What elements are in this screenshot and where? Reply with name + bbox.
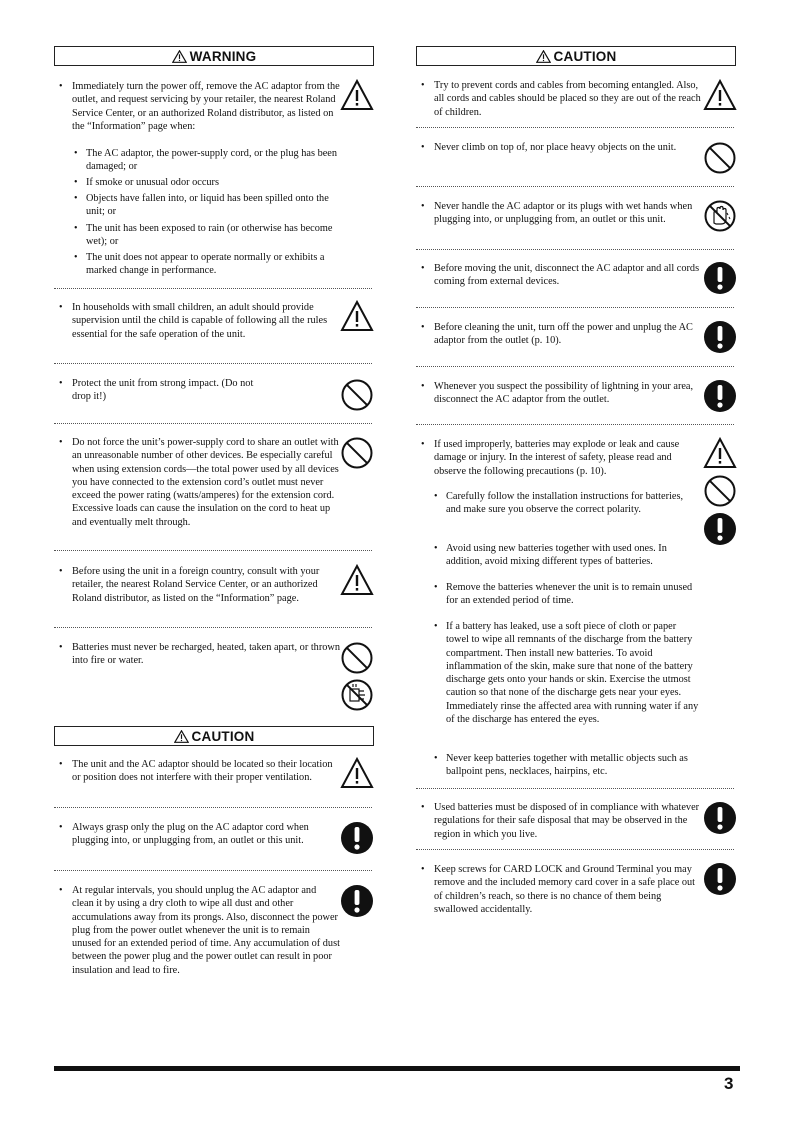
caution-header-right (416, 46, 736, 66)
mandatory-exclamation-icon (703, 261, 737, 295)
warning-triangle-icon (703, 437, 737, 471)
mandatory-exclamation-icon (703, 320, 737, 354)
no-wet-hands-icon (703, 199, 737, 233)
prohibited-circle-icon (703, 474, 737, 508)
caution-title: CAUTION (191, 728, 255, 744)
caution-title: CAUTION (553, 48, 617, 64)
prohibited-circle-icon (340, 641, 374, 675)
divider (54, 423, 372, 424)
divider (416, 788, 734, 789)
warning-triangle-icon (340, 79, 374, 113)
warning-triangle-icon (172, 50, 187, 63)
warning-header (54, 46, 374, 66)
mandatory-exclamation-icon (703, 379, 737, 413)
caution-header-left (54, 726, 374, 746)
divider (54, 627, 372, 628)
warning-triangle-icon (174, 730, 189, 743)
prohibited-circle-icon (340, 378, 374, 412)
divider (416, 249, 734, 250)
mandatory-exclamation-icon (703, 801, 737, 835)
no-disassemble-icon (340, 678, 374, 712)
mandatory-exclamation-icon (703, 862, 737, 896)
mandatory-exclamation-icon (340, 821, 374, 855)
divider (54, 870, 372, 871)
divider (54, 550, 372, 551)
warning-title: WARNING (189, 48, 257, 64)
warning-triangle-icon (340, 564, 374, 598)
divider (54, 807, 372, 808)
divider (416, 186, 734, 187)
divider (416, 307, 734, 308)
warning-triangle-icon (536, 50, 551, 63)
mandatory-exclamation-icon (703, 512, 737, 546)
warning-triangle-icon (340, 300, 374, 334)
footer-rule (54, 1066, 740, 1071)
mandatory-exclamation-icon (340, 884, 374, 918)
item-text: Immediately turn the power off, remove the AC adaptor from the outlet, and request servicing by your retailer, the nearest Roland Service Center, or an authorized Roland distributor, as listed on the “Information” page when: (72, 81, 340, 132)
warning-triangle-icon (340, 757, 374, 791)
divider (416, 424, 734, 425)
divider (416, 127, 734, 128)
divider (416, 849, 734, 850)
page-number: 3 (724, 1074, 734, 1093)
divider (416, 366, 734, 367)
divider (54, 363, 372, 364)
prohibited-circle-icon (340, 436, 374, 470)
warning-triangle-icon (703, 79, 737, 113)
prohibited-circle-icon (703, 141, 737, 175)
divider (54, 288, 372, 289)
